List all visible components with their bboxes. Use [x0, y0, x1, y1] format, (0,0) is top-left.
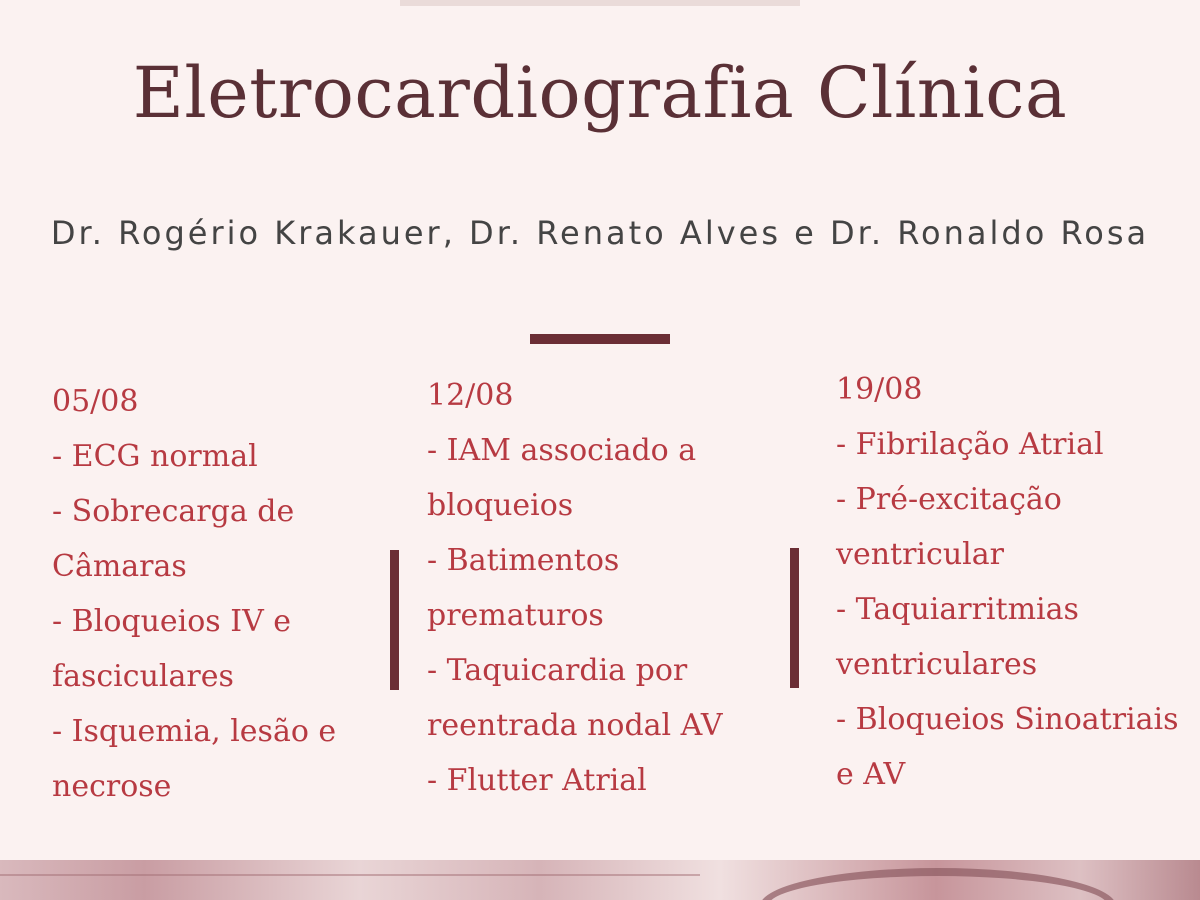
- topic-item: - Fibrilação Atrial: [836, 427, 1104, 462]
- schedule-column-1: [52, 374, 382, 814]
- session-date: 12/08: [427, 378, 514, 413]
- authors-line: Dr. Rogério Krakauer, Dr. Renato Alves e Dr. Ronaldo Rosa: [50, 214, 1150, 252]
- stethoscope-tube-decor: [760, 868, 1116, 900]
- topic-item: - Taquiarritmias ventriculares: [836, 592, 1079, 682]
- topic-item: - IAM associado a bloqueios: [427, 433, 697, 523]
- topic-item: - ECG normal: [52, 439, 258, 474]
- topic-item: - Taquicardia por reentrada nodal AV: [427, 653, 723, 743]
- ecg-wave-decor: [0, 874, 700, 876]
- stethoscope-photo-strip: [0, 860, 1200, 900]
- session-date: 19/08: [836, 372, 923, 407]
- schedule-column-3: [836, 362, 1186, 802]
- top-decor-strip: [400, 0, 800, 6]
- topic-item: - Bloqueios Sinoatriais e AV: [836, 702, 1179, 792]
- page-title: Eletrocardiografia Clínica: [132, 52, 1068, 134]
- schedule-column-2: [427, 368, 787, 808]
- topic-item: - Pré-excitação ventricular: [836, 482, 1062, 572]
- topic-item: - Sobrecarga de Câmaras: [52, 494, 295, 584]
- session-date: 05/08: [52, 384, 139, 419]
- topic-item: - Bloqueios IV e fasciculares: [52, 604, 292, 694]
- vertical-divider: [390, 550, 399, 690]
- vertical-divider: [790, 548, 799, 688]
- horizontal-divider: [530, 334, 670, 344]
- topic-item: - Isquemia, lesão e necrose: [52, 714, 337, 804]
- topic-item: - Batimentos prematuros: [427, 543, 620, 633]
- topic-item: - Flutter Atrial: [427, 763, 647, 798]
